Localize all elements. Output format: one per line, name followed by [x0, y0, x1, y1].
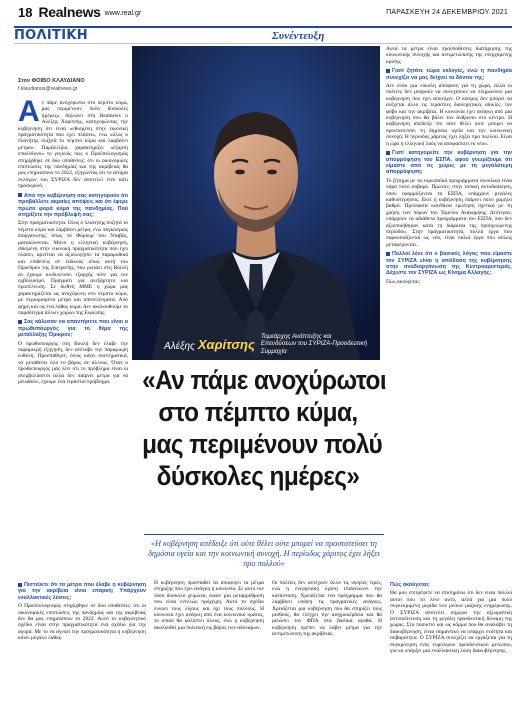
caption-role — [261, 333, 372, 355]
bottom-column-1 — [18, 580, 146, 714]
question-text: Σας κάλεσαν να απαντήσετε που είναι ο πρωθυπουργός για το θέμα της μετάλλαξης Όμικρον; — [18, 319, 128, 339]
headline-line: στο πέμπτο κύμα, — [158, 397, 358, 427]
bottom-column-3 — [272, 580, 382, 714]
bullet-square-icon — [386, 151, 390, 155]
answer: Αυτά τα μέτρα είναι προϋποθέσεις διατήρησης της κοινωνικής συνοχής και αντιμετώπισης της επερχόμενης κρίσης. — [386, 46, 512, 65]
section-title: ΠΟΛΙΤΙΚΗ — [14, 28, 88, 43]
caption-role-line-1: Τομεάρχης Ανάπτυξης και — [260, 332, 332, 340]
caption-first-name: Αλέξης — [164, 340, 195, 352]
brand-logo: Realnews — [38, 4, 101, 20]
question — [18, 582, 146, 601]
pull-quote: «Η κυβέρνηση απέδειξε ότι ούτε θέλει ούτε μπορεί να προστατεύσει τη δημόσια υγεία και την κοινωνική συνοχή. Η περίοδος χάριτος έχει λήξει προ πολλού» — [144, 534, 384, 574]
bottom-column-2 — [154, 580, 264, 714]
caption-last-name: Χαρίτσης — [197, 336, 255, 352]
bullet-square-icon — [18, 193, 22, 197]
intro-text: ν πάμε ανοχύρωτοι στο πέμπτο κύμα, μας περιμένουν πολύ δύσκολες ημέρες», δηλώνει στη Realnews ο Αλέξης Χαρίτσης, κατηγορώντας την κυβέρνηση ότι είναι «εθισμένη στην εικονική πραγματικότητα που έχει πλάσει», ενώ «όλος ο πλανήτης συζητά το πέμπτο κύμα και λαμβάνει μέτρα». Παράλληλα, χαρακτηρίζει «έξαρτη επικίνδυνο» το γεγονός πως ο Προϋπολογισμός στηρίχθηκε σε δύο υποθέσεις: ότι οι οικονομικές επιπτώσεις της πανδημίας και της ακρίβειας θα μας επηρεάσουν το 2022, εξηγώντας ότι το αίτημα εκλογών του ΣΥΡΙΖΑ δεν αποτελεί έτσι κάτι προσωρινό. — [18, 100, 128, 190]
portrait-photo — [132, 46, 380, 360]
question-text: Γιατί ζητάτε τώρα εκλογές, ενώ η πανδημία συνεχίζει να μας δείχνει τα δόντια της; — [386, 68, 512, 81]
left-text-column — [18, 100, 128, 570]
question: Πώς ακούγεται; — [390, 582, 430, 588]
bottom-column-4 — [390, 580, 512, 714]
bullet-square-icon — [18, 583, 22, 587]
question-text: Από την κυβέρνηση σας κατηγορούν ότι προβάλλετε ακραίες απόψεις και ότι έφερε πρώτο φορά κύμα της πανδημίας. Πού στηρίζετε την πρόβλεψή σας; — [18, 192, 128, 218]
author-email: f.klavdianos@realnews.gr — [18, 86, 78, 92]
issue-date: ΠΑΡΑΣΚΕΥΗ 24 ΔΕΚΕΜΒΡΙΟΥ 2021 — [386, 8, 508, 16]
question-text: Πιστεύετε ότι τα μέτρα που έλαβε η κυβέρνηση για την ακρίβεια είναι επαρκή; Υπάρχουν εναλλακτικές λύσεις; — [18, 582, 146, 601]
headline-line: μας περιμένουν πολύ — [142, 429, 383, 459]
right-text-column — [386, 46, 512, 570]
portrait-illustration — [132, 46, 380, 360]
author-name: Στον ΦΟΙΒΟ ΚΛΑΥΔΙΑΝΟ — [18, 78, 85, 84]
question-text: Γιατί κατηγορείτε την κυβέρνηση για την απορρόφηση του ΕΣΠΑ, αφού γνωρίζουμε ότι είμαστε από τις χώρες με τη μεγαλύτερη απορρόφηση; — [386, 150, 512, 176]
bullet-square-icon — [386, 252, 390, 256]
drop-cap: Α — [18, 100, 40, 128]
answer: Θα μου επιτρέψετε να επισημάνω ότι δεν είναι πολλοί αυτοί που το λένε αυτό, αλλά για μια πολύ συγκεκριμένη μερίδα των μέσων μαζικής ενημέρωσης. Ο ΣΥΡΙΖΑ αποτελεί σήμερα την αξιωματική αντιπολίτευση και τη μεγάλη προοδευτική δύναμη της χώρας. Στο ποσοστό και ως κόμμα που θα αναλάβει τη διακυβέρνηση, είναι σημαντικό να υπάρχει ενότητα και σοβαρότητα. Ο ΣΥΡΙΖΑ συνεχίζει να εργάζεται για τη συγκρότηση ενός ευρύτερου προοδευτικού μετώπου, για να υπάρξει μια εναλλακτική λύση διακυβέρνησης. — [390, 590, 512, 655]
headline-line: δύσκολες ημέρες» — [156, 461, 360, 491]
answer: Το ζήτημα με τα ευρωπαϊκά προγράμματα συνολικά είναι πάρα πολύ σοβαρό. Πρώτον, στην τοπική αυτοδιοίκηση, όπου εφαρμόζονται τα ΕΣΠΑ, υπάρχουν μεγάλες καθυστερήσεις. Εκεί η κυβέρνηση παίρνει πολύ χαμηλό βαθμό. Πρόσφατα κατέθεσα ερώτηση σχετικά με τη χρήση των πόρων του Ταμείου Ανάκαμψης. Δεύτερον, υπάρχουν τα αδιάθετα προγράμματα του ΕΣΠΑ, που δεν αξιοποιήθηκαν κατά τη διάρκεια της προηγούμενης περιόδου. Στην πραγματικότητα, πολλά έργα που παρουσιάζονται ως νέα, είναι παλιά έργα που απλώς μεταφέρονται. — [386, 177, 512, 248]
page-header — [0, 0, 526, 24]
answer: Οι πολίτες δεν αντέχουν άλλο τις υψηλές τιμές, ενώ η ενεργειακή κρίση επιδεινώνει την κατάσταση. Χρειάζεται ένα πρόγραμμα που θα λαμβάνει υπόψη τις πραγματικές ανάγκες. Χρειάζεται μια κυβέρνηση που θα στηρίζει τους μισθούς, θα ελέγχει την αισχροκέρδεια και θα μειώσει τον ΦΠΑ στα βασικά αγαθά. Η κυβέρνηση πρέπει να λάβει μέτρα για την αντιμετώπιση της ακρίβειας. — [272, 580, 382, 638]
headline — [132, 364, 387, 532]
answer: Ο Προϋπολογισμός στηρίχθηκε σε δύο υποθέσεις: ότι οι οικονομικές επιπτώσεις της πανδημίας και της ακρίβειας δεν θα μας επηρεάσουν το 2022. Αυτό το κυβερνητικό σχέδιο είναι στην πραγματικότητα ένα σχέδιο για την αγορά. Με το να αγνοεί την πραγματικότητα η κυβέρνηση κάνει μεγάλο λάθος. — [18, 603, 146, 642]
headline-line: «Αν πάμε ανοχύρωτοι — [142, 365, 387, 395]
question — [386, 150, 512, 176]
byline — [18, 78, 128, 92]
question-text: Πολλοί λένε ότι ο βασικός λόγος που είμαστε τον ΣΥΡΙΖΑ είναι η απόδοση της κυβέρνησης στην αναδιοργάνωση της Κεντροαριστεράς. Δέχεστε τον ΣΥΡΙΖΑ ως Κίνημα Αλλαγής; — [386, 251, 512, 277]
site-url: www.real.gr — [104, 10, 142, 17]
answer: Η κυβέρνηση προσπαθεί να αποφύγει τα μέτρα στήριξης που έχει ανάγκη η κοινωνία. Σε αυτό τον τόσο δύσκολο χειμώνα, έκανε μια μεταρρύθμιση που είναι εντελώς πρόχειρη. Αυτό το σχέδιο ευνοεί τους λίγους και όχι τους πολλούς. Η κοινωνία έχει ανάγκη από ένα κοινωνικό κράτος, το οποίο θα καλύπτει όλους, ενώ η κυβέρνηση ακολουθεί μια πολιτική εις βάρος των αδύναμων. — [154, 580, 264, 631]
section-bar — [14, 26, 512, 44]
question — [18, 319, 128, 338]
bullet-square-icon — [386, 69, 390, 73]
answer: Δεν είναι μια εύκολη απόφαση για τη χώρα, αλλά οι πολίτες δεν μπορούν να συνεχίσουν να πληρώνουν μια κυβέρνηση που έχει αποτύχει. Ο κόσμος δεν μπορεί να ανέχεται άλλο τις τεράστιες διανεμητικές αδικίες, τον φόβο και την ακρίβεια. Η κοινωνία έχει ανάγκη από μια κυβέρνηση που θα βάλει τον άνθρωπο στο κέντρο. Η κυβέρνηση απέδειξε ότι ούτε θέλει ούτε μπορεί να προστατεύσει τη δημόσια υγεία και την κοινωνική συνοχή. Η περίοδος χάριτος έχει λήξει προ πολλού. Είναι η ώρα η ελληνική λαός να αποφασίσει εκ νέου. — [386, 83, 512, 147]
article-kind: Συνέντευξη — [272, 29, 325, 42]
answer: Ο πρωθυπουργός στη Βουλή δεν έλαβε την παραμικρή εξήγηση, δεν ανέλαβε την παραμικρή ευθύνη. Προσπάθησε, όπως κάνει συστηματικά, να μεταθέσει όλο το βάρος σε άλλους. Όταν ο πρωθυπουργός μάς λέει ότι το πρόβλημα είναι οι ανεμβολίαστοι αλλά δεν παίρνει μέτρα για να μειωθούν, έχουμε ένα τεράστιο πρόβλημα. — [18, 340, 128, 386]
photo-caption — [164, 332, 372, 356]
caption-role-line-2: Επενδύσεων του ΣΥΡΙΖΑ-Προοδευτική Συμμαχία — [260, 340, 368, 355]
answer: Στην πραγματικότητα. Όλος ο πλανήτης συζητά το πέμπτο κύμα και λαμβάνει μέτρα, ενώ παγκόσμιος διοργανωτής, όπως το Φόρουμ του Νταβός, ματαιώνονται. Μόνο η ελληνική κυβέρνηση, εθισμένη στην εικονική πραγματικότητα που έχει πλάσει, αρνείται να αξιολογήσει τα παραμυθικά και επιθέσεις σε ειδικούς όπως αυτή του Προέδρου της Επιτροπής, που ρωτάει στη Βουλή αν έχουμε κινδυνεύσει εξαρχής πότε για τον εμβολιασμό. Πράγματι για ανεξάρτητο και προσέλευση. Σε διεθνή ΜΜΕ η χώρα μας χαρακτηρίζεται ως ανοχύρωτη στο πέμπτο κύμα, με περιορισμένα μέτρα και αποτελέσματα. Από φήμη και ως ένα λάθος κύμα. Δεν ακολουθούμε το παράδειγμα άλλων χωρών της Ευρώπης. — [18, 220, 128, 316]
caption-name — [164, 337, 255, 352]
answer: Πώς ακούγεται; — [386, 278, 421, 285]
question — [18, 193, 128, 219]
intro-paragraph — [18, 100, 128, 190]
question — [386, 251, 512, 277]
question — [386, 68, 512, 81]
page-number: 18 — [18, 4, 33, 20]
bullet-square-icon — [18, 320, 22, 324]
